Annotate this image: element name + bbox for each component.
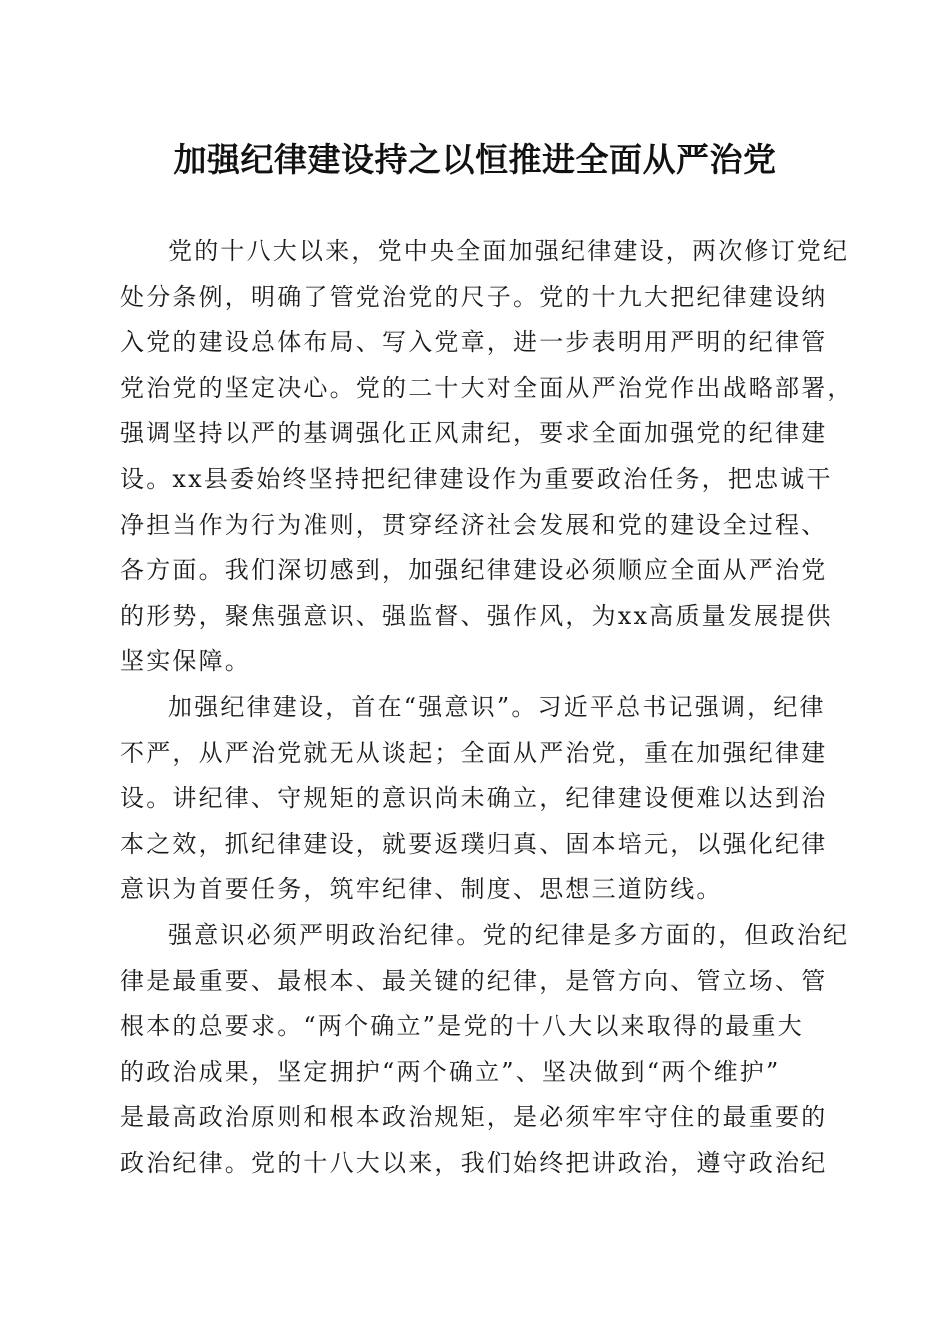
text-line: 净担当作为行为准则，贯穿经济社会发展和党的建设全过程、 [120,510,828,539]
text-line: 入党的建设总体布局、写入党章，进一步表明用严明的纪律管 [120,328,828,357]
text-line: 律是最重要、最根本、最关键的纪律，是管方向、管立场、管 [120,966,828,995]
text-line: 坚实保障。 [120,647,251,676]
document-body [120,229,854,1186]
paragraph-2 [120,685,830,913]
text-line: 的形势，聚焦强意识、强监督、强作风，为xx高质量发展提供 [120,601,833,630]
text-line: 加强纪律建设，首在“强意识”。习近平总书记强调，纪律 [168,692,826,721]
text-line: 各方面。我们深切感到，加强纪律建设必须顺应全面从严治党 [120,556,828,585]
text-line: 强调坚持以严的基调强化正风肃纪，要求全面加强党的纪律建 [120,419,828,448]
text-line: 本之效，抓纪律建设，就要返璞归真、固本培元，以强化纪律 [120,829,828,858]
text-line: 党治党的坚定决心。党的二十大对全面从严治党作出战略部署， [120,373,854,402]
text-line: 是最高政治原则和根本政治规矩，是必须牢牢守住的最重要的 [120,1103,828,1132]
text-line: 不严，从严治党就无从谈起；全面从严治党，重在加强纪律建 [120,738,828,767]
paragraph-3 [120,913,850,1187]
paragraph-1 [120,229,854,685]
text-line: 根本的总要求。“两个确立”是党的十八大以来取得的最重大 [120,1012,804,1041]
document-title: 加强纪律建设持之以恒推进全面从严治党 [173,140,777,179]
text-line: 处分条例，明确了管党治党的尺子。党的十九大把纪律建设纳 [120,282,828,311]
text-line: 政治纪律。党的十八大以来，我们始终把讲政治，遵守政治纪 [120,1148,828,1177]
text-line: 设。讲纪律、守规矩的意识尚未确立，纪律建设便难以达到治 [120,784,828,813]
text-line: 强意识必须严明政治纪律。党的纪律是多方面的，但政治纪 [168,920,850,949]
text-line: 党的十八大以来，党中央全面加强纪律建设，两次修订党纪 [168,237,850,265]
text-line: 设。xx县委始终坚持把纪律建设作为重要政治任务，把忠诚干 [120,464,833,493]
text-line: 意识为首要任务，筑牢纪律、制度、思想三道防线。 [120,875,723,904]
text-line: 的政治成果，坚定拥护“两个确立”、坚决做到“两个维护” [120,1057,781,1086]
